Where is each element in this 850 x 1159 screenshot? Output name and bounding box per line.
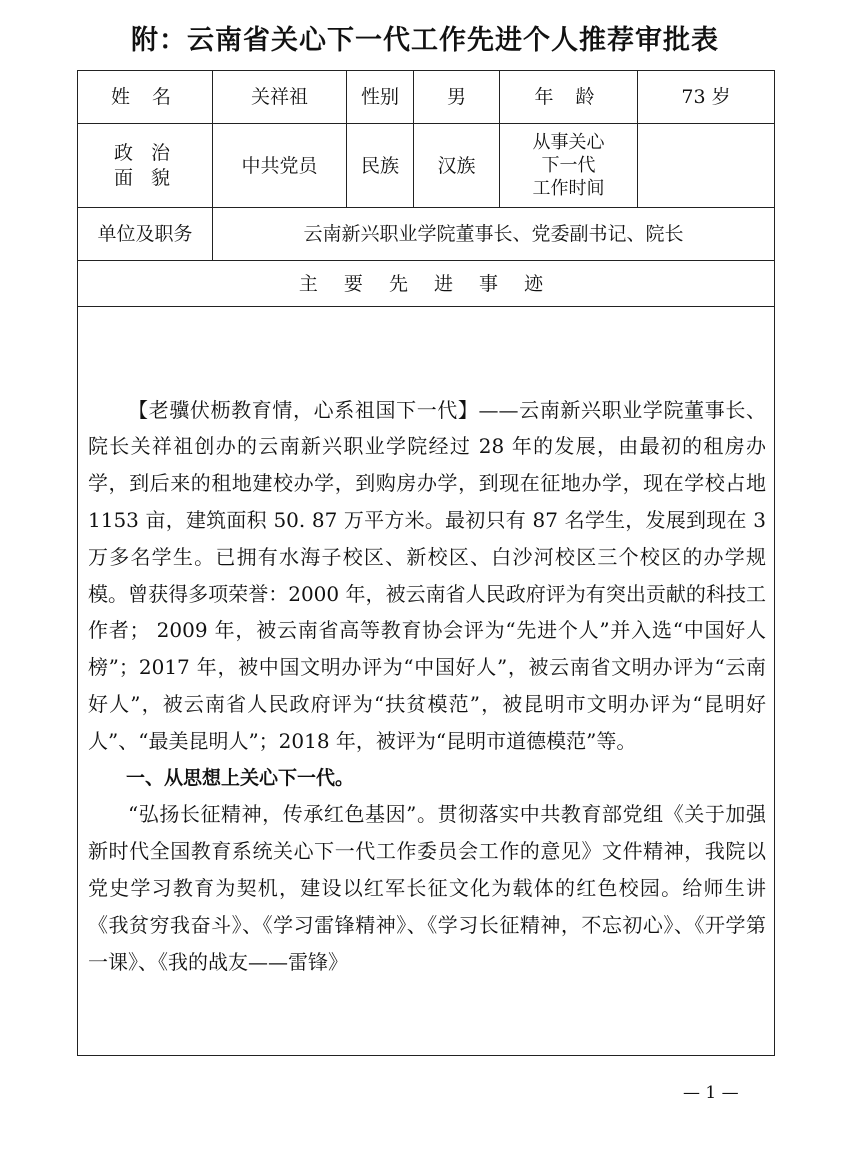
section-heading: 主 要 先 进 事 迹 [78, 261, 775, 307]
deeds-heading-1: 一、从思想上关心下一代。 [126, 766, 355, 789]
gender-value: 男 [414, 71, 500, 124]
unit-value: 云南新兴职业学院董事长、党委副书记、院长 [213, 208, 775, 261]
form-row-basic [78, 71, 775, 124]
unit-label: 单位及职务 [78, 208, 213, 261]
age-label: 年 龄 [500, 71, 638, 124]
form-row-section-heading [78, 261, 775, 307]
ethnicity-value: 汉族 [414, 124, 500, 208]
recommendation-form-table [77, 70, 775, 1056]
age-value: 73 岁 [638, 71, 775, 124]
deeds-cell [78, 307, 775, 1056]
work-time-value [638, 124, 775, 208]
name-label: 姓 名 [78, 71, 213, 124]
work-time-label: 从事关心 下一代 工作时间 [500, 124, 638, 208]
gender-label: 性别 [347, 71, 414, 124]
ethnicity-label: 民族 [347, 124, 414, 208]
page-number: — 1 — [683, 1083, 739, 1103]
deeds-paragraph-2: “弘扬长征精神，传承红色基因”。贯彻落实中共教育部党组《关于加强新时代全国教育系统关心下一代工作委员会工作的意见》文件精神，我院以党史学习教育为契机，建设以红军长征文化为载体的红色校园。给师生讲《我贫穷我奋斗》、《学习雷锋精神》、《学习长征精神，不忘初心》、《开学第一课》、《我的战友——雷锋》 [88, 802, 766, 974]
political-value: 中共党员 [213, 124, 347, 208]
name-value: 关祥祖 [213, 71, 347, 124]
political-label: 政 治 面 貌 [78, 124, 213, 208]
form-row-unit [78, 208, 775, 261]
form-row-political [78, 124, 775, 208]
form-row-deeds [78, 307, 775, 1056]
deeds-text [78, 382, 774, 981]
deeds-paragraph-1: 【老骥伏枥教育情，心系祖国下一代】——云南新兴职业学院董事长、院长关祥祖创办的云南新兴职业学院经过 28 年的发展，由最初的租房办学，到后来的租地建校办学，到购房办学，到现在征地办学，现在学校占地 1153 亩，建筑面积 50. 87 万平方米。最初只有 87 名学生，发展到现在 3 万多名学生。已拥有水海子校区、新校区、白沙河校区三个校区的办学规模。曾获得多项荣誉：2000 年，被云南省人民政府评为有突出贡献的科技工作者； 2009 年，被云南省高等教育协会评为“先进个人”并入选“中国好人榜”；2017 年，被中国文明办评为“中国好人”，被云南省文明办评为“云南好人”，被云南省人民政府评为“扶贫模范”，被昆明市文明办评为“昆明好人”、“最美昆明人”；2018 年，被评为“昆明市道德模范”等。 [88, 397, 766, 753]
document-title: 附：云南省关心下一代工作先进个人推荐审批表 [131, 25, 719, 56]
